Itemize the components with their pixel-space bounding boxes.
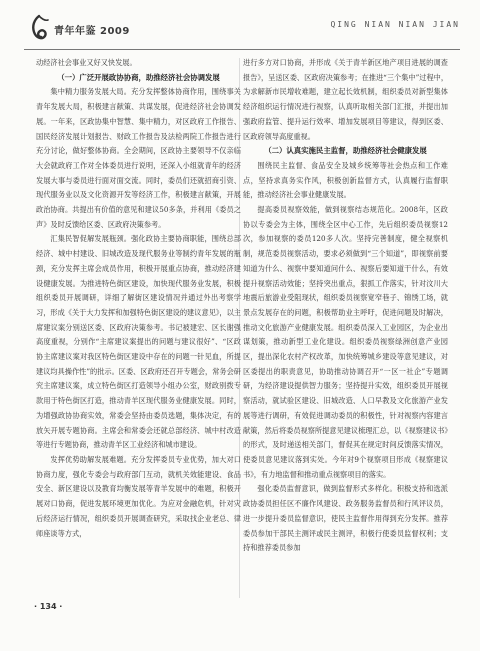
right-paragraph-1: 进行多方对口协商，并形成《关于青羊新区地产项目进展的调查报告》，呈送区委、区政府决策参考；在推进“三个集中”过程中，为求解新市民增收难题，建立起长效机制，组织委员对新型集体经济组织运行情况进行视察，认真听取相关部门汇报，并提出加强政府监管、提升运行效率、增加发展项目等建议，得到区委、区政府领导高度重视。 — [243, 58, 449, 141]
right-paragraph-3: 提高委员视察效能，做到视察结态规范化。2008年，区政协以专委会为主体，围绕全区中心工作，先后组织委员视察12次，参加视察的委员120多人次。坚持完善制度，健全视察机制，规范委员视察活动，要求必须做到“三个知道”，即视察前要知道为什么、视察中要知道问什么、视察后要知道干什么，有效提升视察活动效能；坚持突出重点，狠抓工作落实，针对汶川大地震后旅游业受阻现状，组织委员视察宽窄巷子、锦绣工场，就景点发展存在的问题，积极帮助业主呼吁，促进问题及时解决，推动文化旅游产业健康发展。组织委员深入工业园区，为企业出谋划策，推动新型工业化建设。组织委员视察绿洲创意产业园区，提出深化农村产权改革，加快统筹城乡建设等意见建议，对区委提出的职责意见，协助推动协调召开“一区一社企”专题调研，为经济建设提供智力服务；坚持提升实效，组织委员开展视察活动，就试验区建设、旧城改造、人口早教及文化旅游产业发展等进行调研，有效促进调动委员的积极性，针对视察内容建言献策，然后将委员视察所提意见建议梳理汇总，以《视察建议书》的形式，及时递送相关部门，督促其在规定时间反馈落实情况，使委员意见建议落到实处。今年对9个视察项目形成《视察建议书》，有力地监督和推动重点视察项目的落实。 — [243, 205, 448, 479]
right-paragraph-2: 围绕民主监督、食品安全及城乡统筹等社会热点和工作难点，坚持求真务实作风，积极创新监督方式，认真履行监督职能，推动经济社会事业健康发展。 — [243, 160, 448, 200]
section-heading-1: （一）广泛开展政协协商，助推经济社会协调发展 — [57, 72, 220, 82]
running-title: QING NIAN NIAN JIAN — [330, 20, 460, 29]
right-column — [243, 56, 448, 556]
page-header — [24, 14, 460, 46]
yearbook-title: 青年年鉴 2009 — [54, 26, 130, 37]
section-heading-2: （二）认真实施民主监督，助推经济社会健康发展 — [264, 146, 427, 156]
header-rule — [24, 49, 460, 50]
yearbook-logo-icon — [28, 14, 50, 42]
left-column — [36, 56, 241, 541]
left-paragraph-2: 集中精力服务发展大局。充分发挥整体协商作用，围绕事关青年发展大局，积极建言献策、共谋发展，促进经济社会协调发展。一年来，区政协集中智慧、集中精力，对区政府工作报告、国民经济发展计划报告、财政工作报告及法检两院工作报告进行充分讨论，做好整体协商。全会期间，区政协主要领导不仅亲临大会就政府工作对全体委员进行说明，还深入小组就青年的经济发展大事与委员进行面对面交流。同时，委员们还就招商引资、现代服务业以及文化资源开发等经济工作，积极建言献策，开展政治协商。共提出有价值的意见和建议50多条，并利用《委员之声》及时反馈给区委、区政府决策参考。 — [36, 87, 241, 229]
right-paragraph-4: 强化委员监督意识，做到监督形式多样化。积极支持和选派政协委员担任区不廉作风建设、政务服务监督员和行风评议员，进一步提升委员监督意识，使民主监督作用得到充分发挥。推荐委员参加干部民主测评或民主测评，积极行使委员监督权利；支持和推荐委员参加 — [243, 484, 448, 553]
left-paragraph-3: 汇集民智促解发展瓶颈。强化政协主要协商职能，围绕总部经济、城中村建设、旧城改造及现代服务业等制约青年发展的瓶颈，充分发挥主席会成员作用，积极开展重点协商，推动经济建设健康发展。为推进特色街区建设，加快现代服务业发展，积极组织委员开展调研，详细了解街区建设情况并通过外出考察学习，形成《关于大力发挥和加强特色街区建设的建议意见》，以主席建议案分别送区委、区政府决策参考。书记被建宏、区长谢强高度重视，分别作“主席建议案提出的问题与建议很好”、“区政协主席建议案对我区特色街区建设中存在的问题一针见血，所提建议均具操作性”的批示。区委、区政府还召开专题会，常务会研究主席建议案，成立特色街区打造领导小组办公室，财政别拨专款用于特色街区打造，推动青羊区现代服务业健康发展。同时，为增强政协协商实效，常委会坚持由委员选题，集体决定，有的放矢开展专题协商。主席会和常委会还就总部经济、城中村改造等进行专题协商，推动青羊区工业经济和城市建设。 — [36, 234, 241, 450]
left-paragraph-4: 发挥优势助解发展难题。充分发挥委员专业优势，加大对口协商力度，强化专委会与政府部门互动，就机关效能建设、食品安全、新区建设以及教育均衡发展等青羊发展中的难题，积极开展对口协商，促进发展环境更加优化。为应对金融危机，针对灾后经济运行情况，组织委员开展调查研究，采取找企业老总、律师座谈等方式， — [36, 454, 241, 538]
page-number: · 134 · — [34, 602, 63, 611]
left-paragraph-1: 动经济社会事业又好又快发展。 — [36, 58, 137, 67]
